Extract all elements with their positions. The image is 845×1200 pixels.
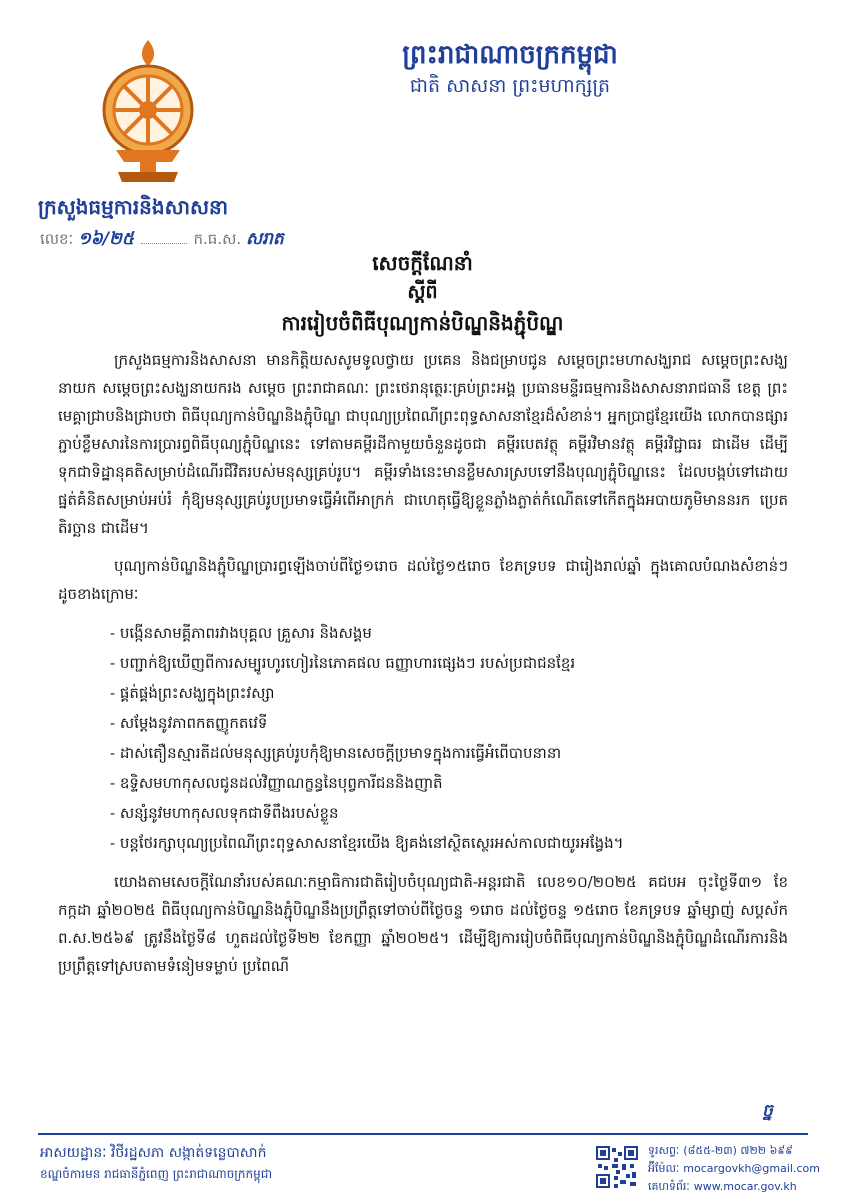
- email-label: អ៊ីម៉ែលៈ: [648, 1162, 680, 1175]
- contact-website: [648, 1178, 820, 1196]
- paragraph-1: ក្រសួងធម្មការនិងសាសនា មានកិត្តិយសសូមទូលថ្វាយ ប្រគេន និងជម្រាបជូន សម្ដេចព្រះមហាសង្ឃរាជ សម្ដេចព្រះសង្ឃនាយក សម្ដេចព្រះសង្ឃនាយករង សម្ដេច ព្រះរាជាគណៈ ព្រះថេរានុត្ថេរៈគ្រប់ព្រះអង្គ ប្រធានមន្ទីរធម្មការនិងសាសនារាជធានី ខេត្ត ព្រះមេគ្គាជ្រាបនិងជ្រាបថា ពិធីបុណ្យកាន់បិណ្ឌនិងភ្ជុំបិណ្ឌ ជាបុណ្យប្រពៃណីព្រះពុទ្ធសាសនាខ្មែរដ៏សំខាន់។ អ្នកប្រាជ្ញខ្មែរយើង លោកបានផ្សារភ្ជាប់ខ្លឹមសារនៃការប្រារព្ធពិធីបុណ្យភ្ជុំបិណ្ឌនេះ ទៅតាមគម្ពីរដីកាមួយចំនួនដូចជា គម្ពីរបេតវត្ថុ គម្ពីរវិមានវត្ថុ គម្ពីរវិជ្ជាធរ ជាដើម ដើម្បីទុកជាទិដ្ឋានុគតិសម្រាប់ដំណើរជីវិតរបស់មនុស្សគ្រប់រូប។ គម្ពីរទាំងនេះមានខ្លឹមសារស្របទៅនឹងបុណ្យភ្ជុំបិណ្ឌនេះ ដែលបង្កប់ទៅដោយផ្នត់គំនិតសម្រាប់អប់រំ កុំឱ្យមនុស្សគ្រប់រូបប្រមាទធ្វើអំពើអាក្រក់ ជាហេតុធ្វើឱ្យខ្លួនភ្លាំងភ្លាត់កំណើតទៅកើតក្នុងអបាយភូមិមាននរក ប្រេត តិរច្ឆាន ជាដើម។: [58, 351, 788, 537]
- document-subject: ការរៀបចំពិធីបុណ្យកាន់បិណ្ឌនិងភ្ជុំបិណ្ឌ: [281, 311, 564, 335]
- ref-code: សរាត: [245, 229, 284, 249]
- ref-dotted-line: [141, 243, 187, 244]
- list-item: - បង្កើនសាមគ្គីភាពរវាងបុគ្គល គ្រួសារ និងសង្គម: [110, 624, 372, 642]
- paragraph-3: យោងតាមសេចក្ដីណែនាំរបស់គណៈកម្មាធិការជាតិរៀបចំបុណ្យជាតិ-អន្តរជាតិ លេខ១០/២០២៥ គជបអ ចុះថ្ងៃទី៣១ ខែកក្កដា ឆ្នាំ២០២៥ ពិធីបុណ្យកាន់បិណ្ឌនិងភ្ជុំបិណ្ឌនឹងប្រព្រឹត្តទៅចាប់ពីថ្ងៃចន្ទ ១រោច ដល់ថ្ងៃចន្ទ ១៥រោច ខែភទ្របទ ឆ្នាំម្សាញ់ សប្តស័ក ព.ស.២៥៦៩ ត្រូវនឹងថ្ងៃទី៨ ហួតដល់ថ្ងៃទី២២ ខែកញ្ញា ឆ្នាំ២០២៥។ ដើម្បីឱ្យការរៀបចំពិធីបុណ្យកាន់បិណ្ឌនិងភ្ជុំបិណ្ឌដំណើរការនិងប្រព្រឹត្តទៅស្របតាមទំនៀមទម្លាប់ ប្រពៃណី: [58, 873, 788, 975]
- list-item: - បន្តថែរក្សាបុណ្យប្រពៃណីព្រះពុទ្ធសាសនាខ្មែរយើង ឱ្យគង់នៅស្ថិតស្ថេរអស់កាលជាយូរអង្វែង។: [110, 834, 624, 852]
- contact-phone: [648, 1142, 820, 1160]
- footer-contact: [648, 1142, 820, 1196]
- objectives-list: [58, 618, 788, 858]
- paragraph-2: បុណ្យកាន់បិណ្ឌនិងភ្ជុំបិណ្ឌប្រារព្ធឡើងចាប់ពីថ្ងៃ១រោច ដល់ថ្ងៃ១៥រោច ខែភទ្របទ ជារៀងរាល់ឆ្នាំ ក្នុងគោលបំណងសំខាន់ៗ ដូចខាងក្រោមៈ: [58, 557, 788, 603]
- website-value: www.mocar.gov.kh: [693, 1180, 797, 1193]
- list-item: - ដាស់តឿនស្មារតីដល់មនុស្សគ្រប់រូបកុំឱ្យមានសេចក្ដីប្រមាទក្នុងការធ្វើអំពើបាបនានា: [110, 744, 562, 762]
- document-body: [58, 346, 788, 990]
- ministry-emblem-icon: [88, 38, 208, 188]
- footer-address-line-1: អាសយដ្ឋានៈ វិថីរដ្ឋសភា សង្កាត់ទន្លេបាសាក់: [40, 1145, 267, 1161]
- phone-label: ទូរសព្ទៈ: [648, 1144, 680, 1157]
- qr-code-icon: [596, 1146, 638, 1188]
- document-subtitle: ស្ដីពី: [407, 281, 438, 303]
- contact-email: [648, 1160, 820, 1178]
- kingdom-title: ព្រះរាជាណាចក្រកម្ពុជា: [402, 40, 618, 70]
- footer-divider: [38, 1133, 808, 1135]
- ref-suffix: ក.ធ.ស.: [193, 230, 242, 248]
- phone-value: (៨៥៥-២៣) ៧២២ ៦៩៩: [683, 1144, 793, 1157]
- ref-label: លេខៈ: [40, 230, 74, 248]
- list-item: - សម្ដែងនូវភាពកតញ្ញូកតវេទី: [110, 714, 268, 732]
- footer-address-line-2: ខណ្ឌចំការមន រាជធានីភ្នំពេញ ព្រះរាជាណាចក្រកម្ពុជា: [40, 1167, 273, 1181]
- handwritten-initial: ច្ន: [762, 1101, 773, 1121]
- list-item: - ឧទ្ទិសមហាកុសលជូនដល់វិញ្ញាណក្ខន្ធនៃបុព្វការីជននិងញាតិ: [110, 774, 443, 792]
- list-item: - បញ្ជាក់ឱ្យឃើញពីការសម្បូរហូរហៀរនៃភោគផល ធញ្ញាហារផ្សេងៗ របស់ប្រជាជនខ្មែរ: [110, 654, 576, 672]
- email-value: mocargovkh@gmail.com: [683, 1162, 820, 1175]
- national-motto: ជាតិ សាសនា ព្រះមហាក្សត្រ: [409, 75, 611, 97]
- list-item: - សន្សំនូវមហាកុសលទុកជាទីពឹងរបស់ខ្លួន: [110, 804, 339, 822]
- ref-number: ១៦/២៥: [77, 229, 134, 249]
- list-item: - ផ្គត់ផ្គង់ព្រះសង្ឃក្នុងព្រះវស្សា: [110, 684, 275, 702]
- ministry-name: ក្រសួងធម្មការនិងសាសនា: [38, 195, 229, 219]
- document-title: សេចក្ដីណែនាំ: [372, 251, 473, 275]
- website-label: គេហទំព័រៈ: [648, 1180, 690, 1193]
